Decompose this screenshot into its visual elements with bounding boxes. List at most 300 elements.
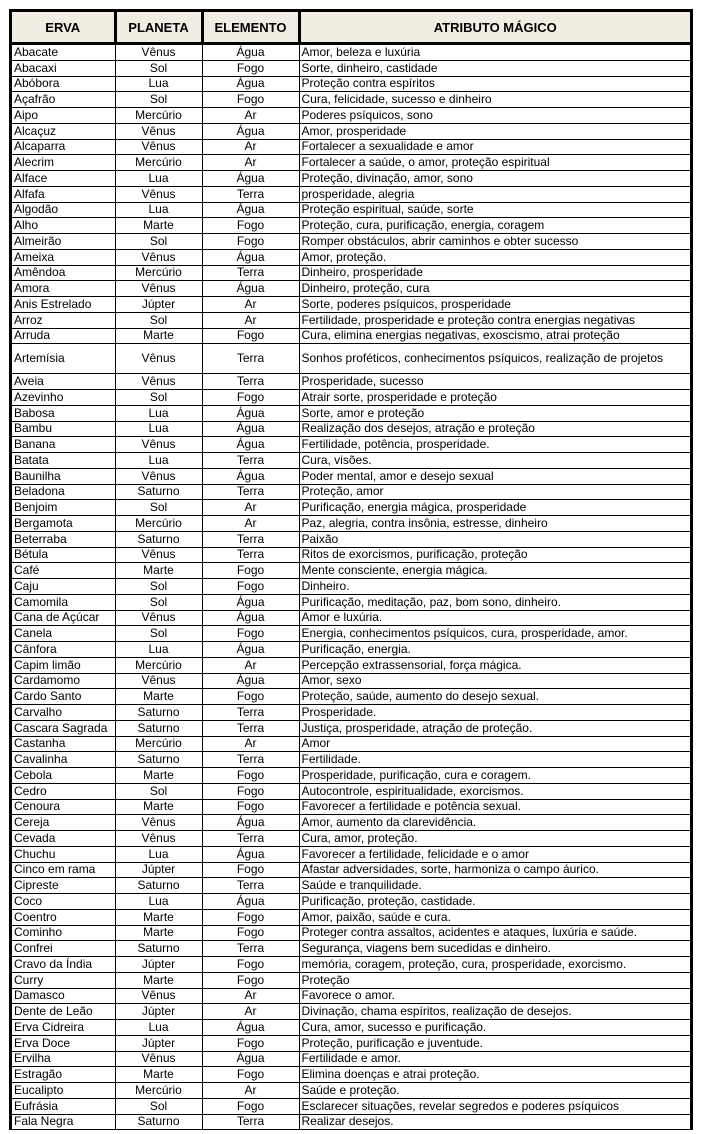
herb-name-cell: Benjoim [12,500,115,516]
herb-name-cell: Baunilha [12,468,115,484]
herb-name-cell: Cominho [12,925,115,941]
magic-attribute-cell: Realizar desejos. [299,1114,690,1130]
herb-name-cell: Amêndoa [12,265,115,281]
planet-cell: Marte [115,925,202,941]
table-row [12,1114,690,1130]
element-cell: Água [202,76,299,92]
herb-name-cell: Erva Doce [12,1035,115,1051]
planet-cell: Júpter [115,862,202,878]
element-cell: Ar [202,1083,299,1099]
herb-name-cell: Açafrão [12,92,115,108]
magic-attribute-cell: Sonhos proféticos, conhecimentos psíquicos, realização de projetos [299,344,690,374]
element-cell: Água [202,405,299,421]
herb-name-cell: Coco [12,894,115,910]
planet-cell: Marte [115,218,202,234]
table-row [12,1004,690,1020]
table-row [12,689,690,705]
element-cell: Fogo [202,390,299,406]
magic-attribute-cell: Segurança, viagens bem sucedidas e dinheiro. [299,941,690,957]
element-cell: Fogo [202,909,299,925]
magic-attribute-cell: Realização dos desejos, atração e proteção [299,421,690,437]
herb-name-cell: Confrei [12,941,115,957]
table-row [12,815,690,831]
magic-attribute-cell: Mente consciente, energia mágica. [299,563,690,579]
magic-attribute-cell: Amor, prosperidade [299,123,690,139]
planet-cell: Sol [115,390,202,406]
planet-cell: Sol [115,1098,202,1114]
table-row [12,265,690,281]
planet-cell: Vênus [115,468,202,484]
magic-attribute-cell: Proteção, cura, purificação, energia, coragem [299,218,690,234]
planet-cell: Sol [115,312,202,328]
element-cell: Água [202,673,299,689]
magic-attribute-cell: Proteção espiritual, saúde, sorte [299,202,690,218]
magic-attribute-cell: Fertilidade, prosperidade e proteção contra energias negativas [299,312,690,328]
magic-attribute-cell: Amor [299,736,690,752]
table-row [12,281,690,297]
herb-name-cell: Cana de Açúcar [12,610,115,626]
herb-name-cell: Ameixa [12,249,115,265]
planet-cell: Vênus [115,186,202,202]
table-row [12,594,690,610]
element-cell: Ar [202,988,299,1004]
element-cell: Terra [202,265,299,281]
header-planet: PLANETA [115,12,202,44]
planet-cell: Mercúrio [115,155,202,171]
element-cell: Ar [202,155,299,171]
magic-attribute-cell: memória, coragem, proteção, cura, prosperidade, exorcismo. [299,957,690,973]
element-cell: Terra [202,344,299,374]
herb-name-cell: Banana [12,437,115,453]
magic-attribute-cell: Elimina doenças e atrai proteção. [299,1067,690,1083]
magic-attribute-cell: Prosperidade, sucesso [299,374,690,390]
element-cell: Fogo [202,626,299,642]
herb-name-cell: Castanha [12,736,115,752]
table-row [12,642,690,658]
element-cell: Fogo [202,957,299,973]
table-row [12,783,690,799]
planet-cell: Mercúrio [115,516,202,532]
herb-name-cell: Beladona [12,484,115,500]
magic-attribute-cell: Poder mental, amor e desejo sexual [299,468,690,484]
element-cell: Ar [202,297,299,313]
table-row [12,657,690,673]
planet-cell: Vênus [115,44,202,61]
planet-cell: Marte [115,909,202,925]
table-row [12,799,690,815]
planet-cell: Vênus [115,988,202,1004]
planet-cell: Sol [115,92,202,108]
herb-name-cell: Fala Negra [12,1114,115,1130]
magic-attribute-cell: Prosperidade, purificação, cura e coragem. [299,768,690,784]
magic-attribute-cell: Cura, visões. [299,453,690,469]
element-cell: Terra [202,547,299,563]
table-row [12,878,690,894]
element-cell: Terra [202,705,299,721]
table-row [12,972,690,988]
element-cell: Fogo [202,862,299,878]
herb-name-cell: Alcaparra [12,139,115,155]
magic-attribute-cell: Saúde e tranquilidade. [299,878,690,894]
table-row [12,312,690,328]
planet-cell: Sol [115,234,202,250]
planet-cell: Lua [115,642,202,658]
planet-cell: Sol [115,500,202,516]
planet-cell: Marte [115,768,202,784]
herb-name-cell: Camomila [12,594,115,610]
planet-cell: Marte [115,563,202,579]
table-row [12,92,690,108]
table-row [12,405,690,421]
herb-name-cell: Cascara Sagrada [12,720,115,736]
planet-cell: Sol [115,594,202,610]
table-row [12,108,690,124]
planet-cell: Vênus [115,610,202,626]
element-cell: Água [202,468,299,484]
planet-cell: Marte [115,1067,202,1083]
planet-cell: Sol [115,626,202,642]
element-cell: Terra [202,752,299,768]
magic-attribute-cell: Amor, aumento da clarevidência. [299,815,690,831]
planet-cell: Júpter [115,957,202,973]
magic-attribute-cell: Saúde e proteção. [299,1083,690,1099]
element-cell: Água [202,421,299,437]
magic-attribute-cell: Esclarecer situações, revelar segredos e poderes psíquicos [299,1098,690,1114]
herb-name-cell: Bergamota [12,516,115,532]
table-row [12,1067,690,1083]
element-cell: Terra [202,720,299,736]
element-cell: Fogo [202,689,299,705]
herb-name-cell: Anis Estrelado [12,297,115,313]
table-row [12,421,690,437]
planet-cell: Lua [115,202,202,218]
element-cell: Terra [202,186,299,202]
element-cell: Água [202,894,299,910]
magic-attribute-cell: Afastar adversidades, sorte, harmoniza o campo áurico. [299,862,690,878]
table-row [12,155,690,171]
table-row [12,752,690,768]
magic-attribute-cell: Cura, amor, proteção. [299,831,690,847]
herb-name-cell: Babosa [12,405,115,421]
element-cell: Ar [202,1004,299,1020]
element-cell: Água [202,249,299,265]
herb-name-cell: Aipo [12,108,115,124]
table-row [12,563,690,579]
element-cell: Ar [202,139,299,155]
table-row [12,297,690,313]
table-row [12,1051,690,1067]
herb-name-cell: Abóbora [12,76,115,92]
herb-name-cell: Arroz [12,312,115,328]
planet-cell: Lua [115,76,202,92]
magic-attribute-cell: Cura, elimina energias negativas, exoscismo, atrai proteção [299,328,690,344]
magic-attribute-cell: Sorte, dinheiro, castidade [299,60,690,76]
table-row [12,705,690,721]
element-cell: Água [202,1051,299,1067]
element-cell: Água [202,594,299,610]
planet-cell: Mercúrio [115,265,202,281]
magic-attribute-cell: Favorece o amor. [299,988,690,1004]
herb-name-cell: Abacate [12,44,115,61]
magic-attribute-cell: Proteção, saúde, aumento do desejo sexual. [299,689,690,705]
table-row [12,374,690,390]
table-row [12,218,690,234]
planet-cell: Mercúrio [115,657,202,673]
herb-table-frame [9,9,693,1130]
planet-cell: Vênus [115,123,202,139]
herb-name-cell: Carvalho [12,705,115,721]
table-body [12,44,690,1130]
magic-attribute-cell: Proteção contra espíritos [299,76,690,92]
magic-attribute-cell: Cura, amor, sucesso e purificação. [299,1020,690,1036]
planet-cell: Saturno [115,705,202,721]
table-row [12,202,690,218]
planet-cell: Vênus [115,673,202,689]
magic-attribute-cell: prosperidade, alegria [299,186,690,202]
planet-cell: Saturno [115,1114,202,1130]
magic-attribute-cell: Poderes psíquicos, sono [299,108,690,124]
magic-attribute-cell: Divinação, chama espíritos, realização de desejos. [299,1004,690,1020]
header-row [12,12,690,44]
herb-name-cell: Cipreste [12,878,115,894]
herb-name-cell: Canela [12,626,115,642]
herb-name-cell: Eucalipto [12,1083,115,1099]
element-cell: Água [202,123,299,139]
table-row [12,123,690,139]
element-cell: Água [202,610,299,626]
element-cell: Fogo [202,579,299,595]
header-element: ELEMENTO [202,12,299,44]
element-cell: Água [202,44,299,61]
element-cell: Ar [202,312,299,328]
element-cell: Terra [202,831,299,847]
magic-attribute-cell: Fortalecer a sexualidade e amor [299,139,690,155]
herb-name-cell: Caju [12,579,115,595]
herb-name-cell: Bétula [12,547,115,563]
table-row [12,957,690,973]
planet-cell: Mercúrio [115,736,202,752]
element-cell: Água [202,846,299,862]
element-cell: Ar [202,516,299,532]
herb-name-cell: Cereja [12,815,115,831]
table-row [12,344,690,374]
herb-name-cell: Beterraba [12,531,115,547]
element-cell: Terra [202,374,299,390]
table-row [12,579,690,595]
herb-name-cell: Estragão [12,1067,115,1083]
planet-cell: Vênus [115,344,202,374]
element-cell: Fogo [202,60,299,76]
element-cell: Fogo [202,1035,299,1051]
element-cell: Fogo [202,972,299,988]
herb-name-cell: Chuchu [12,846,115,862]
planet-cell: Vênus [115,831,202,847]
element-cell: Fogo [202,768,299,784]
herb-name-cell: Algodão [12,202,115,218]
planet-cell: Saturno [115,531,202,547]
element-cell: Água [202,1020,299,1036]
magic-attribute-cell: Fertilidade e amor. [299,1051,690,1067]
table-row [12,673,690,689]
magic-attribute-cell: Proteção, amor [299,484,690,500]
herb-name-cell: Cenoura [12,799,115,815]
element-cell: Fogo [202,783,299,799]
herb-name-cell: Arruda [12,328,115,344]
magic-attribute-cell: Percepção extrassensorial, força mágica. [299,657,690,673]
element-cell: Fogo [202,1098,299,1114]
magic-attribute-cell: Ritos de exorcismos, purificação, proteção [299,547,690,563]
table-row [12,531,690,547]
magic-attribute-cell: Autocontrole, espiritualidade, exorcismos. [299,783,690,799]
magic-attribute-cell: Favorecer a fertilidade e potência sexual. [299,799,690,815]
table-row [12,862,690,878]
herb-name-cell: Artemísia [12,344,115,374]
table-row [12,1020,690,1036]
element-cell: Água [202,171,299,187]
planet-cell: Saturno [115,720,202,736]
table-row [12,328,690,344]
table-row [12,186,690,202]
magic-attribute-cell: Sorte, poderes psíquicos, prosperidade [299,297,690,313]
herb-name-cell: Batata [12,453,115,469]
table-row [12,846,690,862]
table-row [12,894,690,910]
table-row [12,500,690,516]
magic-attribute-cell: Proteção [299,972,690,988]
table-row [12,1035,690,1051]
herb-name-cell: Alfafa [12,186,115,202]
planet-cell: Marte [115,799,202,815]
planet-cell: Vênus [115,815,202,831]
magic-attribute-cell: Dinheiro, proteção, cura [299,281,690,297]
table-row [12,234,690,250]
magic-attribute-cell: Fortalecer a saúde, o amor, proteção espiritual [299,155,690,171]
planet-cell: Saturno [115,484,202,500]
element-cell: Terra [202,1114,299,1130]
table-row [12,768,690,784]
herb-name-cell: Cravo da Índia [12,957,115,973]
table-row [12,437,690,453]
element-cell: Fogo [202,234,299,250]
table-row [12,139,690,155]
table-row [12,626,690,642]
table-row [12,1083,690,1099]
planet-cell: Júpter [115,297,202,313]
planet-cell: Vênus [115,281,202,297]
herb-name-cell: Almeirão [12,234,115,250]
table-row [12,736,690,752]
magic-attribute-cell: Fertilidade, potência, prosperidade. [299,437,690,453]
planet-cell: Lua [115,405,202,421]
herb-name-cell: Curry [12,972,115,988]
herb-name-cell: Cedro [12,783,115,799]
element-cell: Fogo [202,1067,299,1083]
table-row [12,909,690,925]
table-row [12,249,690,265]
herb-name-cell: Erva Cidreira [12,1020,115,1036]
element-cell: Água [202,281,299,297]
table-row [12,516,690,532]
magic-attribute-cell: Purificação, proteção, castidade. [299,894,690,910]
table-row [12,44,690,61]
table-row [12,941,690,957]
magic-attribute-cell: Romper obstáculos, abrir caminhos e obter sucesso [299,234,690,250]
planet-cell: Vênus [115,547,202,563]
herb-name-cell: Ervilha [12,1051,115,1067]
planet-cell: Lua [115,171,202,187]
table-row [12,453,690,469]
herb-name-cell: Cardamomo [12,673,115,689]
magic-attribute-cell: Proteção, divinação, amor, sono [299,171,690,187]
herb-name-cell: Alcaçuz [12,123,115,139]
planet-cell: Saturno [115,752,202,768]
herb-name-cell: Cinco em rama [12,862,115,878]
herb-name-cell: Abacaxi [12,60,115,76]
magic-attribute-cell: Prosperidade. [299,705,690,721]
magic-attribute-cell: Amor, paixão, saúde e cura. [299,909,690,925]
planet-cell: Vênus [115,437,202,453]
herb-name-cell: Cevada [12,831,115,847]
element-cell: Fogo [202,92,299,108]
planet-cell: Saturno [115,878,202,894]
planet-cell: Lua [115,421,202,437]
magic-attribute-cell: Favorecer a fertilidade, felicidade e o amor [299,846,690,862]
planet-cell: Sol [115,783,202,799]
header-herb: ERVA [12,12,115,44]
planet-cell: Vênus [115,1051,202,1067]
magic-attribute-cell: Purificação, meditação, paz, bom sono, dinheiro. [299,594,690,610]
header-attribute: ATRIBUTO MÁGICO [299,12,690,44]
planet-cell: Vênus [115,374,202,390]
magic-attribute-cell: Purificação, energia. [299,642,690,658]
magic-attribute-cell: Energia, conhecimentos psíquicos, cura, prosperidade, amor. [299,626,690,642]
planet-cell: Lua [115,846,202,862]
element-cell: Terra [202,484,299,500]
herb-name-cell: Cânfora [12,642,115,658]
element-cell: Fogo [202,328,299,344]
table-row [12,171,690,187]
magic-attribute-cell: Proteção, purificação e juventude. [299,1035,690,1051]
herb-table [12,12,690,1130]
element-cell: Ar [202,108,299,124]
table-row [12,1098,690,1114]
planet-cell: Lua [115,894,202,910]
herb-name-cell: Alho [12,218,115,234]
element-cell: Fogo [202,799,299,815]
element-cell: Ar [202,736,299,752]
magic-attribute-cell: Atrair sorte, prosperidade e proteção [299,390,690,406]
element-cell: Terra [202,531,299,547]
herb-name-cell: Café [12,563,115,579]
herb-name-cell: Aveia [12,374,115,390]
magic-attribute-cell: Amor, proteção. [299,249,690,265]
element-cell: Água [202,815,299,831]
herb-name-cell: Alface [12,171,115,187]
herb-name-cell: Coentro [12,909,115,925]
table-row [12,831,690,847]
herb-name-cell: Capim limão [12,657,115,673]
planet-cell: Júpter [115,1004,202,1020]
element-cell: Terra [202,453,299,469]
planet-cell: Sol [115,579,202,595]
table-row [12,390,690,406]
magic-attribute-cell: Purificação, energia mágica, prosperidade [299,500,690,516]
planet-cell: Mercúrio [115,1083,202,1099]
table-row [12,988,690,1004]
element-cell: Fogo [202,925,299,941]
magic-attribute-cell: Amor e luxúria. [299,610,690,626]
herb-name-cell: Azevinho [12,390,115,406]
